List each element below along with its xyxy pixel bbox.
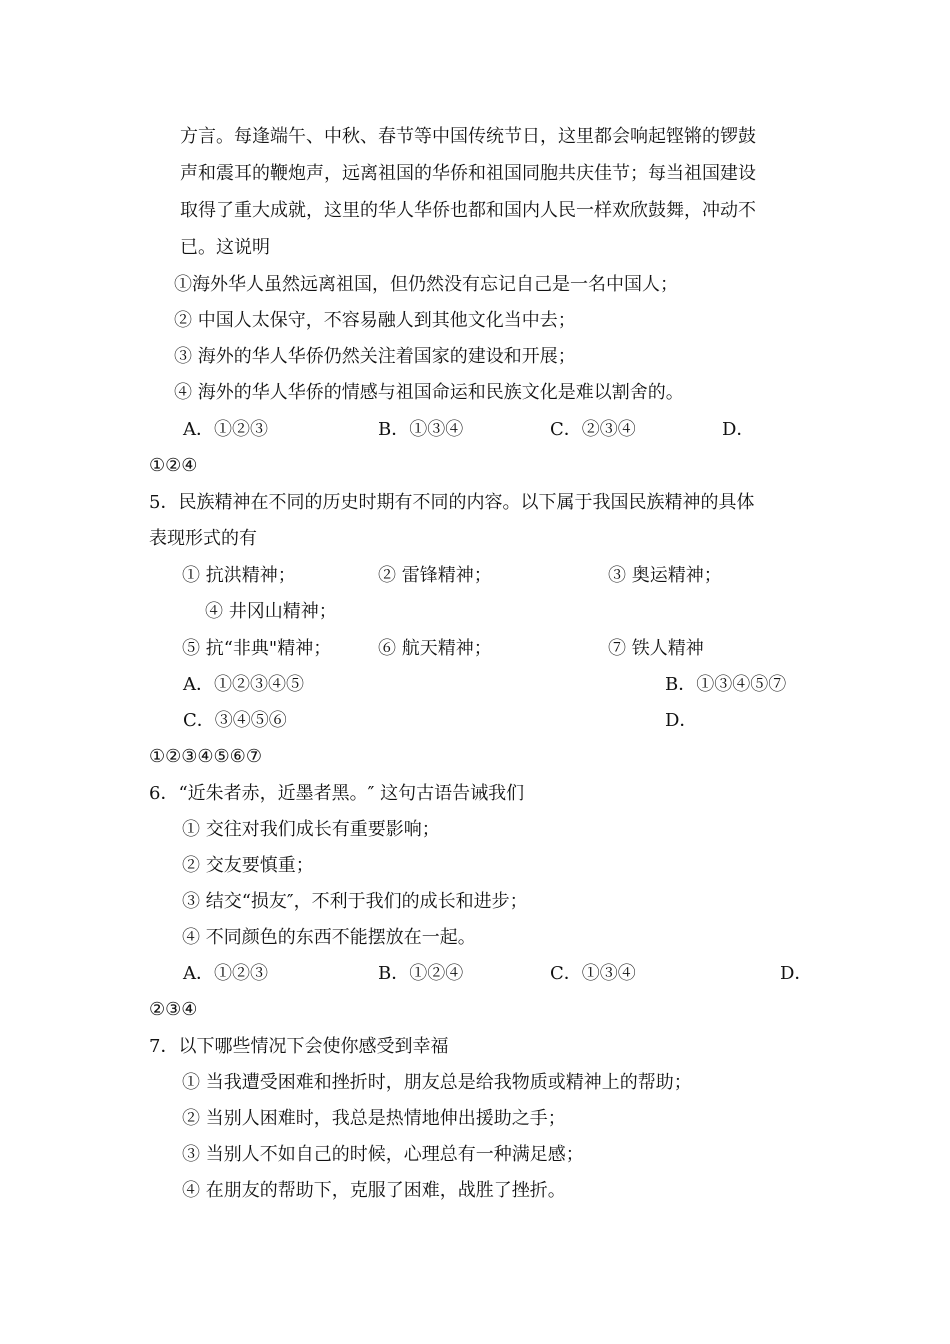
q6-option-a: A．①②③: [183, 963, 268, 984]
q5-item: ⑤ 抗“非典"精神；: [182, 638, 332, 659]
q5-stem-line: 5．民族精神在不同的历史时期有不同的内容。以下属于我国民族精神的具体: [149, 492, 755, 513]
q5-item: ⑦ 铁人精神: [608, 638, 704, 659]
q7-item: ① 当我遭受困难和挫折时，朋友总是给我物质或精神上的帮助；: [182, 1072, 692, 1093]
q4-item: ④ 海外的华人华侨的情感与祖国命运和民族文化是难以割舍的。: [174, 382, 684, 403]
q6-stem-line: 6．“近朱者赤，近墨者黑。″ 这句古语告诫我们: [149, 783, 525, 804]
q5-stem-line: 表现形式的有: [149, 528, 257, 549]
q7-item: ④ 在朋友的帮助下，克服了困难，战胜了挫折。: [182, 1180, 566, 1201]
q4-option-c: C．②③④: [550, 419, 636, 440]
q4-stem-line: 取得了重大成就，这里的华人华侨也都和国内人民一样欢欣鼓舞，冲动不: [180, 200, 756, 221]
q6-option-d-value: ②③④: [149, 999, 198, 1020]
q4-item: ①海外华人虽然远离祖国，但仍然没有忘记自己是一名中国人；: [174, 274, 678, 295]
q7-stem-line: 7．以下哪些情况下会使你感受到幸福: [149, 1036, 449, 1057]
q5-item: ② 雷锋精神；: [378, 565, 492, 586]
q5-item: ③ 奥运精神；: [608, 565, 722, 586]
q5-item: ① 抗洪精神；: [182, 565, 296, 586]
q4-option-d-value: ①②④: [149, 455, 198, 476]
q4-option-a: A．①②③: [183, 419, 268, 440]
q4-stem-line: 方言。每逢端午、中秋、春节等中国传统节日，这里都会响起铿锵的锣鼓: [180, 126, 756, 147]
q6-option-d: D．: [780, 963, 813, 984]
q4-option-b: B．①③④: [378, 419, 464, 440]
q6-item: ② 交友要慎重；: [182, 855, 314, 876]
q5-item: ④ 井冈山精神；: [205, 601, 337, 622]
q5-item: ⑥ 航天精神；: [378, 638, 492, 659]
q5-option-d: D．: [665, 710, 698, 731]
q6-option-b: B．①②④: [378, 963, 464, 984]
q4-stem-line: 已。这说明: [180, 237, 270, 258]
q6-item: ④ 不同颜色的东西不能摆放在一起。: [182, 927, 476, 948]
q5-option-a: A．①②③④⑤: [183, 674, 304, 695]
q5-option-d-value: ①②③④⑤⑥⑦: [149, 746, 262, 767]
q5-option-b: B．①③④⑤⑦: [665, 674, 787, 695]
q5-option-c: C．③④⑤⑥: [183, 710, 287, 731]
q4-item: ③ 海外的华人华侨仍然关注着国家的建设和开展；: [174, 346, 576, 367]
q6-item: ① 交往对我们成长有重要影响；: [182, 819, 440, 840]
q6-item: ③ 结交“损友″，不利于我们的成长和进步；: [182, 891, 528, 912]
q7-item: ② 当别人困难时，我总是热情地伸出援助之手；: [182, 1108, 566, 1129]
q4-option-d: D．: [722, 419, 755, 440]
q4-item: ② 中国人太保守，不容易融人到其他文化当中去；: [174, 310, 576, 331]
q7-item: ③ 当别人不如自己的时候，心理总有一种满足感；: [182, 1144, 584, 1165]
q4-stem-line: 声和震耳的鞭炮声，远离祖国的华侨和祖国同胞共庆佳节；每当祖国建设: [180, 163, 756, 184]
q6-option-c: C．①③④: [550, 963, 636, 984]
